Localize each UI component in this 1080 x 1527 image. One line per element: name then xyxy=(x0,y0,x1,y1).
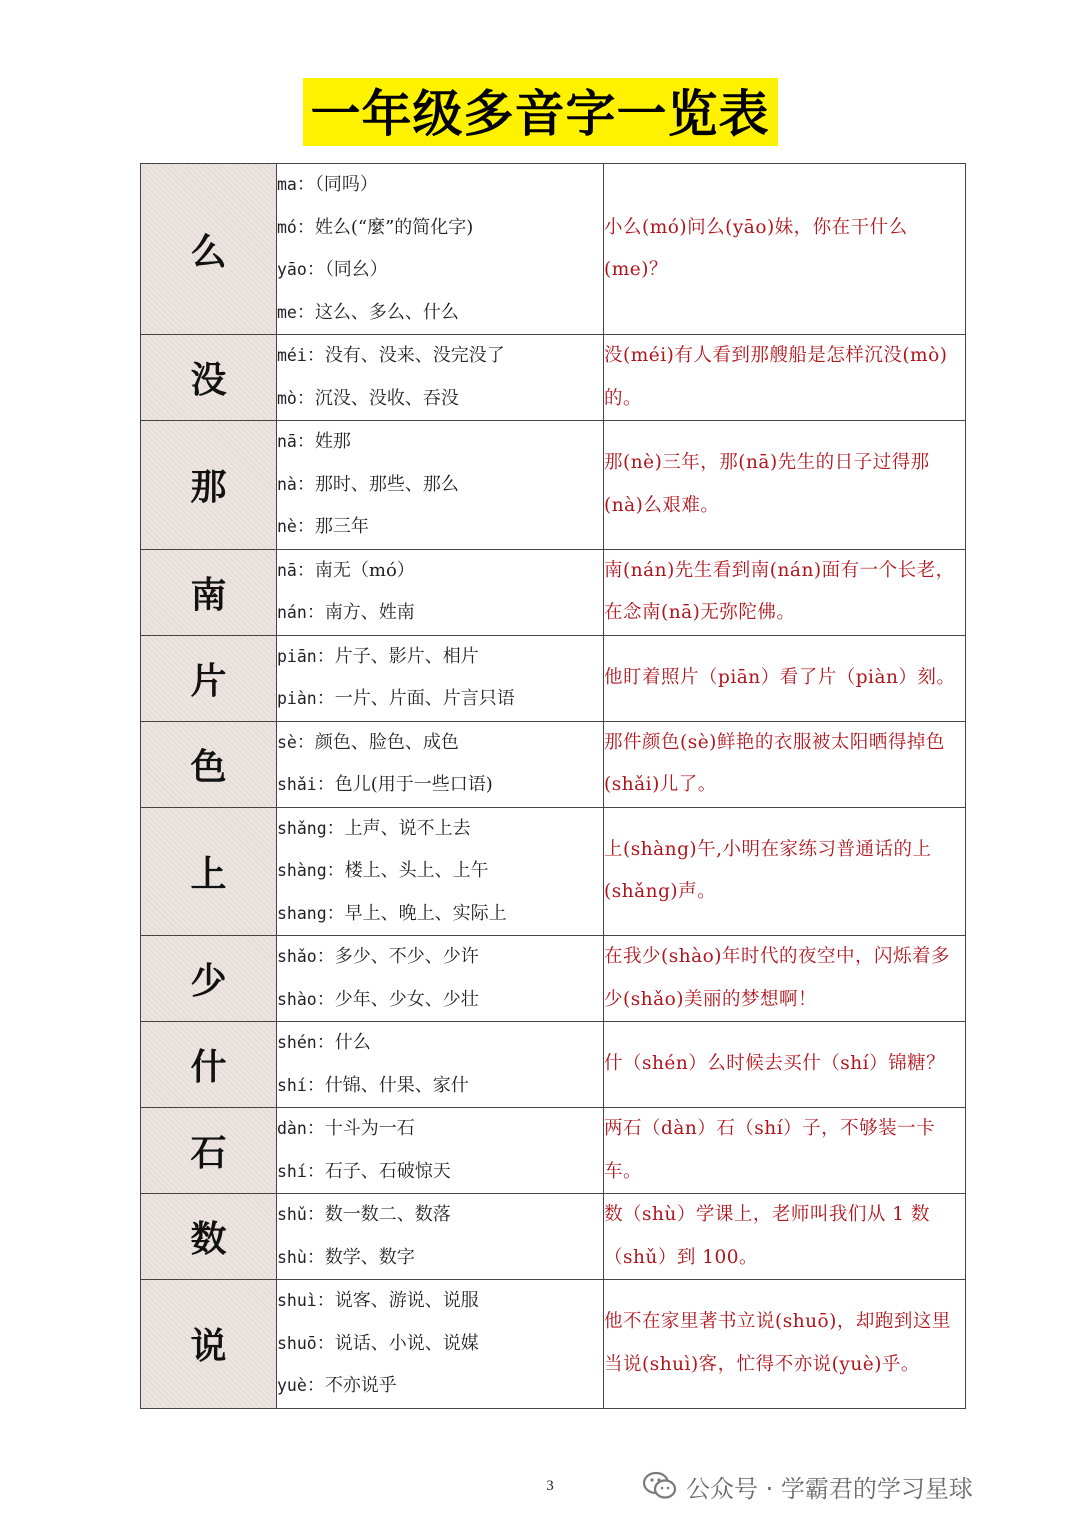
separator: ： xyxy=(296,174,315,195)
readings-cell xyxy=(277,335,604,421)
pinyin: mó xyxy=(277,217,297,237)
reading-line xyxy=(277,1323,603,1366)
pinyin: piàn xyxy=(277,689,317,708)
reading-words: 说话、小说、说媒 xyxy=(334,1332,479,1354)
example-sentence: 没(méi)有人看到那艘船是怎样沉没(mò)的。 xyxy=(604,345,948,409)
pinyin: mò xyxy=(277,388,297,408)
separator: ： xyxy=(296,216,315,238)
separator: ： xyxy=(316,645,335,667)
polyphone-char: 上 xyxy=(141,807,277,936)
readings-cell xyxy=(277,1280,604,1409)
pinyin: shí xyxy=(277,1161,307,1181)
pinyin: nán xyxy=(277,603,307,622)
separator: ： xyxy=(296,301,315,323)
example-cell xyxy=(604,635,966,721)
table-row xyxy=(141,635,966,721)
reading-words: 说客、游说、说服 xyxy=(334,1290,479,1311)
separator: ： xyxy=(326,817,345,839)
reading-words: （同吗） xyxy=(314,174,378,195)
reading-words: 一片、片面、片言只语 xyxy=(334,688,515,709)
pinyin: me xyxy=(277,302,297,322)
reading-line xyxy=(277,678,603,721)
pinyin: ma xyxy=(277,175,297,194)
reading-words: 颜色、脸色、成色 xyxy=(314,731,459,753)
table-row xyxy=(141,807,966,936)
reading-words: 楼上、头上、上午 xyxy=(344,860,489,881)
wechat-icon xyxy=(642,1471,678,1501)
separator: ： xyxy=(306,1375,325,1396)
page-number: 3 xyxy=(546,1478,554,1494)
reading-words: 南方、姓南 xyxy=(324,602,415,623)
pinyin: dàn xyxy=(277,1119,307,1138)
readings-cell xyxy=(277,807,604,936)
reading-line xyxy=(277,764,603,807)
reading-line xyxy=(277,1280,603,1323)
reading-line xyxy=(277,979,603,1022)
separator: ： xyxy=(296,431,315,452)
reading-words: 姓那 xyxy=(314,431,351,452)
separator: ： xyxy=(326,902,345,924)
reading-line xyxy=(277,1108,603,1151)
reading-line xyxy=(277,850,603,893)
separator: ： xyxy=(316,1332,335,1354)
pinyin: shén xyxy=(277,1033,317,1052)
reading-words: 什锦、什果、家什 xyxy=(324,1074,469,1096)
reading-line xyxy=(277,164,603,207)
pinyin: shǎi xyxy=(277,775,317,794)
example-sentence: 上(shàng)午,小明在家练习普通话的上(shǎng)声。 xyxy=(604,838,932,903)
reading-line xyxy=(277,335,603,378)
reading-words: 姓么(“麼”的简化字) xyxy=(314,216,474,238)
example-sentence: 数（shù）学课上，老师叫我们从 1 数（shǔ）到 100。 xyxy=(604,1204,930,1268)
reading-line xyxy=(277,1237,603,1280)
reading-line xyxy=(277,1065,603,1108)
example-sentence: 那件颜色(sè)鲜艳的衣服被太阳晒得掉色(shǎi)儿了。 xyxy=(604,731,945,795)
reading-line xyxy=(277,893,603,936)
pinyin: shào xyxy=(277,989,317,1009)
title-wrap xyxy=(0,78,1080,146)
reading-words: （同幺） xyxy=(324,259,388,280)
example-cell xyxy=(604,1280,966,1409)
separator: ： xyxy=(306,1074,325,1096)
reading-line xyxy=(277,464,603,507)
example-cell xyxy=(604,164,966,335)
separator: ： xyxy=(316,988,335,1010)
polyphone-char: 没 xyxy=(141,335,277,421)
table-row xyxy=(141,1108,966,1194)
example-sentence: 什（shén）么时候去买什（shí）锦糖？ xyxy=(604,1053,946,1075)
polyphone-char: 石 xyxy=(141,1108,277,1194)
readings-cell xyxy=(277,721,604,807)
polyphone-char: 色 xyxy=(141,721,277,807)
reading-words: 什么 xyxy=(334,1032,371,1053)
reading-words: 多少、不少、少许 xyxy=(334,946,479,967)
separator: ： xyxy=(326,860,345,881)
separator: ： xyxy=(296,387,315,409)
polyphone-char: 那 xyxy=(141,421,277,550)
reading-line xyxy=(277,808,603,851)
separator: ： xyxy=(306,259,325,280)
pinyin: shǔ xyxy=(277,1205,307,1224)
reading-words: 那三年 xyxy=(314,516,369,537)
watermark xyxy=(642,1466,973,1506)
pinyin: nā xyxy=(277,560,297,580)
pinyin: nā xyxy=(277,432,297,451)
separator: ： xyxy=(316,1032,335,1053)
table-row xyxy=(141,1194,966,1280)
separator: ： xyxy=(306,345,325,366)
example-cell xyxy=(604,1194,966,1280)
separator: ： xyxy=(306,602,325,623)
example-sentence: 他盯着照片（piān）看了片（piàn）刻。 xyxy=(604,666,956,688)
example-sentence: 他不在家里著书立说(shuō)，却跑到这里当说(shuì)客，忙得不亦说(yuè)乎。 xyxy=(604,1311,951,1375)
reading-line xyxy=(277,207,603,250)
readings-cell xyxy=(277,549,604,635)
pinyin: shǎng xyxy=(277,818,327,838)
separator: ： xyxy=(296,473,315,495)
example-cell xyxy=(604,1108,966,1194)
reading-words: 片子、影片、相片 xyxy=(334,645,479,667)
separator: ： xyxy=(296,731,315,753)
pinyin: shǎo xyxy=(277,947,317,966)
example-cell xyxy=(604,721,966,807)
reading-words: 石子、石破惊天 xyxy=(324,1160,451,1182)
separator: ： xyxy=(296,516,315,537)
readings-cell xyxy=(277,936,604,1022)
pinyin: nè xyxy=(277,517,297,536)
example-sentence: 两石（dàn）石（shí）子，不够装一卡车。 xyxy=(604,1118,936,1182)
readings-cell xyxy=(277,1194,604,1280)
reading-words: 沉没、没收、吞没 xyxy=(314,387,459,409)
pinyin: shàng xyxy=(277,861,327,880)
reading-line xyxy=(277,722,603,765)
pinyin: nà xyxy=(277,474,297,494)
table-row xyxy=(141,936,966,1022)
page-title: 一年级多音字一览表 xyxy=(303,78,778,146)
readings-cell xyxy=(277,1022,604,1108)
pinyin: shù xyxy=(277,1247,307,1267)
pinyin: piān xyxy=(277,646,317,666)
table-row xyxy=(141,164,966,335)
example-cell xyxy=(604,1022,966,1108)
example-cell xyxy=(604,335,966,421)
polyphone-table xyxy=(140,163,966,1409)
separator: ： xyxy=(316,688,335,709)
reading-line xyxy=(277,378,603,421)
reading-line xyxy=(277,1151,603,1194)
reading-words: 数学、数字 xyxy=(324,1246,415,1268)
readings-cell xyxy=(277,635,604,721)
reading-line xyxy=(277,636,603,679)
readings-cell xyxy=(277,1108,604,1194)
separator: ： xyxy=(306,1246,325,1268)
reading-line xyxy=(277,506,603,549)
pinyin: sè xyxy=(277,732,297,752)
polyphone-char: 什 xyxy=(141,1022,277,1108)
table-body xyxy=(141,164,966,1409)
example-cell xyxy=(604,421,966,550)
table-row xyxy=(141,1022,966,1108)
separator: ： xyxy=(306,1118,325,1139)
polyphone-char: 数 xyxy=(141,1194,277,1280)
watermark-text: 公众号 · 学霸君的学习星球 xyxy=(686,1474,973,1503)
reading-words: 这么、多么、什么 xyxy=(314,301,459,323)
separator: ： xyxy=(296,559,315,581)
example-cell xyxy=(604,807,966,936)
reading-line xyxy=(277,421,603,464)
separator: ： xyxy=(306,1204,325,1225)
table-row xyxy=(141,335,966,421)
polyphone-char: 片 xyxy=(141,635,277,721)
reading-words: 早上、晚上、实际上 xyxy=(344,902,507,924)
readings-cell xyxy=(277,164,604,335)
polyphone-char: 南 xyxy=(141,549,277,635)
pinyin: shí xyxy=(277,1075,307,1095)
table-row xyxy=(141,421,966,550)
reading-words: 少年、少女、少壮 xyxy=(334,988,479,1010)
reading-line xyxy=(277,1365,603,1408)
example-sentence: 在我少(shào)年时代的夜空中，闪烁着多少(shǎo)美丽的梦想啊！ xyxy=(604,946,951,1010)
reading-line xyxy=(277,1022,603,1065)
example-cell xyxy=(604,936,966,1022)
pinyin: yāo xyxy=(277,260,307,279)
reading-words: 没有、没来、没完没了 xyxy=(324,345,505,366)
pinyin: shang xyxy=(277,903,327,923)
reading-words: 那时、那些、那么 xyxy=(314,473,459,495)
table-row xyxy=(141,1280,966,1409)
reading-words: 十斗为一石 xyxy=(324,1118,415,1139)
separator: ： xyxy=(316,1290,335,1311)
separator: ： xyxy=(306,1160,325,1182)
polyphone-char: 少 xyxy=(141,936,277,1022)
table-row xyxy=(141,549,966,635)
polyphone-char: 说 xyxy=(141,1280,277,1409)
polyphone-char: 么 xyxy=(141,164,277,335)
reading-line xyxy=(277,550,603,593)
pinyin: shuō xyxy=(277,1333,317,1353)
table-row xyxy=(141,721,966,807)
reading-line xyxy=(277,292,603,335)
reading-words: 上声、说不上去 xyxy=(344,817,471,839)
separator: ： xyxy=(316,946,335,967)
reading-line xyxy=(277,592,603,635)
reading-words: 南无（mó） xyxy=(314,559,415,581)
reading-words: 色儿(用于一些口语) xyxy=(334,774,493,795)
example-sentence: 那(nè)三年，那(nā)先生的日子过得那(nà)么艰难。 xyxy=(604,452,930,516)
reading-line xyxy=(277,1194,603,1237)
pinyin: méi xyxy=(277,346,307,365)
example-sentence: 小么(mó)问么(yāo)妹，你在干什么(me)？ xyxy=(604,216,908,280)
reading-words: 不亦说乎 xyxy=(324,1375,397,1396)
reading-line xyxy=(277,936,603,979)
reading-words: 数一数二、数落 xyxy=(324,1204,451,1225)
separator: ： xyxy=(316,774,335,795)
example-cell xyxy=(604,549,966,635)
pinyin: shuì xyxy=(277,1291,317,1310)
reading-line xyxy=(277,249,603,292)
readings-cell xyxy=(277,421,604,550)
pinyin: yuè xyxy=(277,1376,307,1395)
example-sentence: 南(nán)先生看到南(nán)面有一个长老，在念南(nā)无弥陀佛。 xyxy=(604,559,955,623)
